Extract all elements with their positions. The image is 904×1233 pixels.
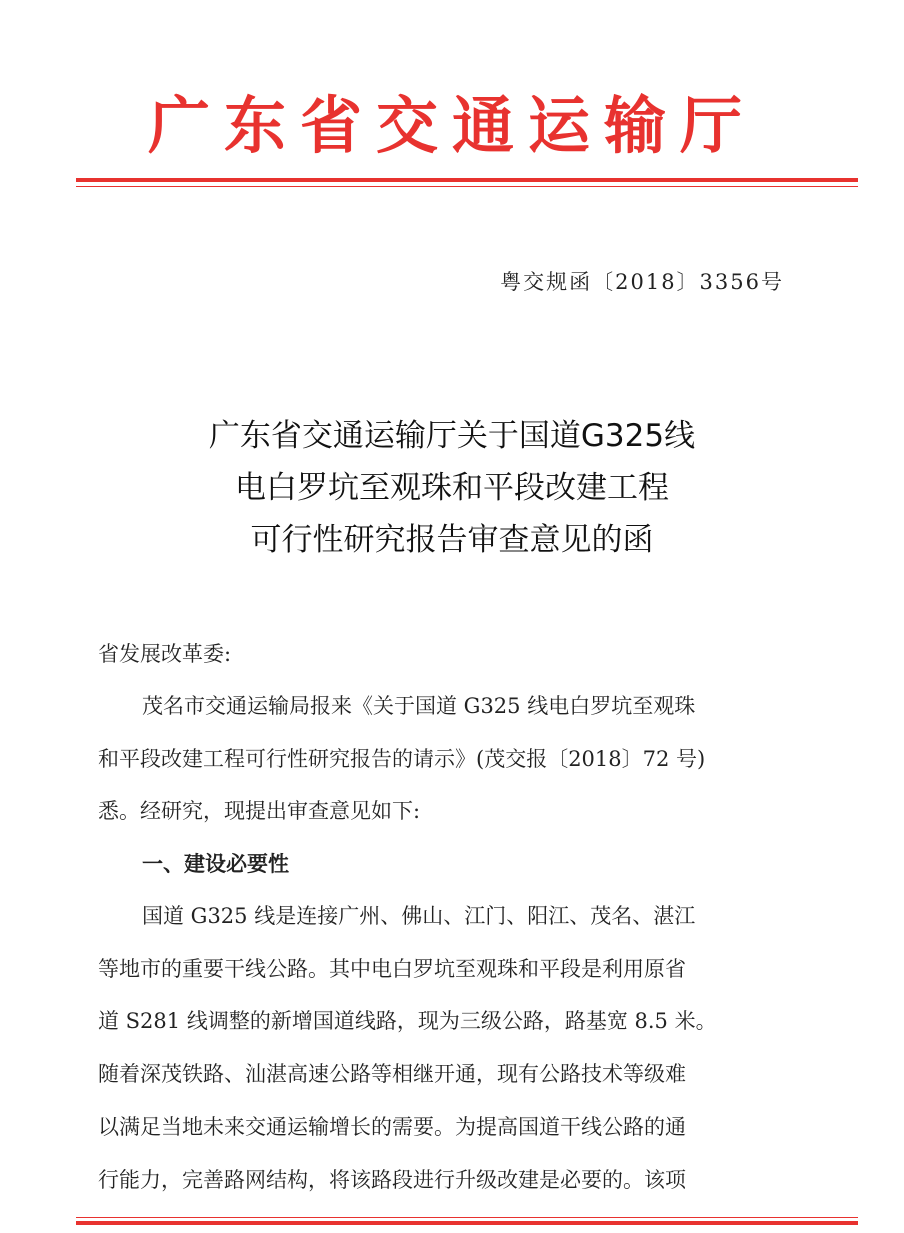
title-line-2: 电白罗坑至观珠和平段改建工程 [235, 470, 669, 506]
document-number: 粤交规函〔2018〕3356号 [500, 270, 784, 294]
title-line-3: 可行性研究报告审查意见的函 [250, 522, 654, 558]
paragraph-line: 茂名市交通运输局报来《关于国道 G325 线电白罗坑至观珠 [142, 694, 696, 718]
paragraph-line: 和平段改建工程可行性研究报告的请示》(茂交报〔2018〕72 号) [98, 746, 706, 771]
title-line-1: 广东省交通运输厅关于国道G325线 [208, 418, 696, 454]
letterhead-agency-name: 广东省交通运输厅 [147, 89, 756, 162]
paragraph-line: 等地市的重要干线公路。其中电白罗坑至观珠和平段是利用原省 [98, 956, 686, 981]
paragraph-line: 国道 G325 线是连接广州、佛山、江门、阳江、茂名、湛江 [142, 904, 696, 928]
document-title [0, 410, 904, 566]
paragraph-line: 以满足当地未来交通运输增长的需要。为提高国道干线公路的通 [98, 1114, 686, 1139]
salutation: 省发展改革委: [98, 642, 232, 666]
section-heading-necessity: 一、建设必要性 [142, 852, 289, 876]
letterhead-rule-thin [76, 186, 858, 187]
paragraph-line: 悉。经研究，现提出审查意见如下: [98, 799, 421, 824]
paragraph-1 [98, 680, 814, 838]
letterhead-rule-thick [76, 178, 858, 182]
paragraph-line: 道 S281 线调整的新增国道线路，现为三级公路，路基宽 8.5 米。 [98, 1009, 717, 1034]
paragraph-line: 随着深茂铁路、汕湛高速公路等相继开通，现有公路技术等级难 [98, 1062, 686, 1087]
footer-rule-thick [76, 1221, 858, 1225]
footer-rule-thin [76, 1217, 858, 1218]
paragraph-2 [98, 890, 814, 1206]
paragraph-line: 行能力，完善路网结构，将该路段进行升级改建是必要的。该项 [98, 1167, 686, 1192]
